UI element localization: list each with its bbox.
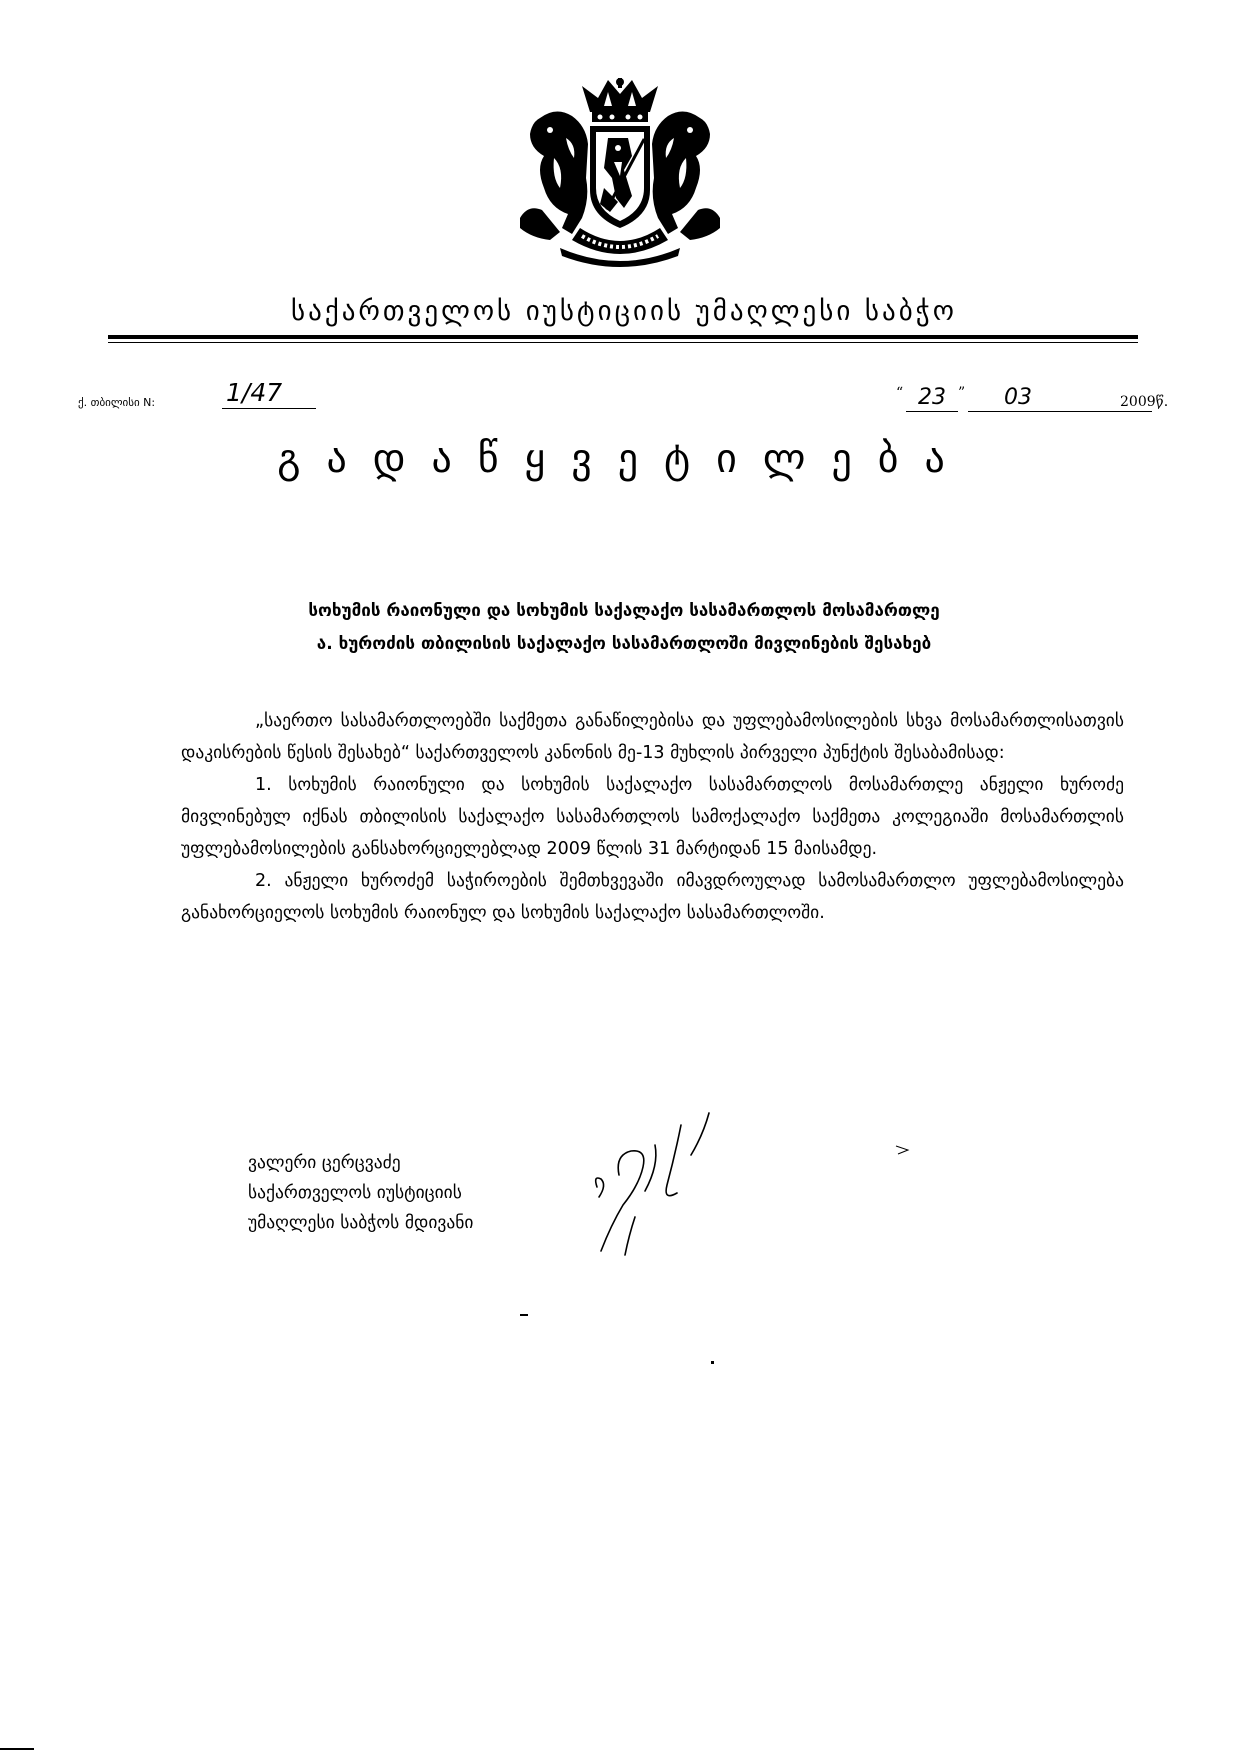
body-paragraph-item-1: 1. სოხუმის რაიონული და სოხუმის საქალაქო სასამართლოს მოსამართლე ანჟელი ხუროძე მივლინებულ იქნას თბილისის საქალაქო სასამართლოს სამოქალაქო საქმეთა კოლეგიაში მოსამართლის უფლებამოსილების განსახორციელებლად 2009 წლის 31 მარტიდან 15 მაისამდე.	[181, 775, 1124, 859]
subject-line-1: სოხუმის რაიონული და სოხუმის საქალაქო სასამართლოს მოსამართლე	[308, 601, 940, 621]
decree-subject	[150, 595, 1098, 661]
body-paragraph-preamble: „საერთო სასამართლოებში საქმეთა განაწილებისა და უფლებამოსილების სხვა მოსამართლისათვის დაკისრების წესის შესახებ“ საქართველოს კანონის მე-13 მუხლის პირველი პუნქტის შესაბამისად:	[181, 711, 1124, 763]
header-rule-thick	[108, 335, 1138, 339]
body-paragraph-item-2: 2. ანჟელი ხუროძემ საჭიროების შემთხვევაში იმავდროულად სამოსამართლო უფლებამოსილება განახორციელოს სოხუმის რაიონულ და სოხუმის საქალაქო სასამართლოში.	[181, 871, 1124, 923]
coat-of-arms-emblem	[520, 78, 720, 274]
date-quote-open: “	[896, 385, 904, 401]
registration-number: 1/47	[222, 378, 316, 409]
council-title: საქართველოს იუსტიციის უმაღლესი საბჭო	[291, 296, 957, 327]
subject-line-2: ა. ხუროძის თბილისის საქალაქო სასამართლოში მივლინების შესახებ	[316, 634, 932, 654]
header-rule-thin	[108, 342, 1138, 343]
date-year: 2009წ.	[1120, 394, 1169, 410]
signatory-name: ვალერი ცერცვაძე	[248, 1153, 401, 1173]
date-month: 03	[968, 385, 1152, 412]
signatory-title-line-1: საქართველოს იუსტიციის	[248, 1183, 462, 1203]
signatory-title-line-2: უმაღლესი საბჭოს მდივანი	[248, 1213, 474, 1233]
decree-title: გადაწყვეტილება	[277, 436, 971, 482]
date-quote-close: ”	[958, 385, 966, 401]
decree-body	[181, 705, 1124, 929]
handwritten-signature	[585, 1105, 795, 1265]
date-day: 23	[906, 385, 958, 412]
signatory-block	[248, 1148, 473, 1238]
registration-label: ქ. თბილისი N:	[78, 396, 156, 409]
